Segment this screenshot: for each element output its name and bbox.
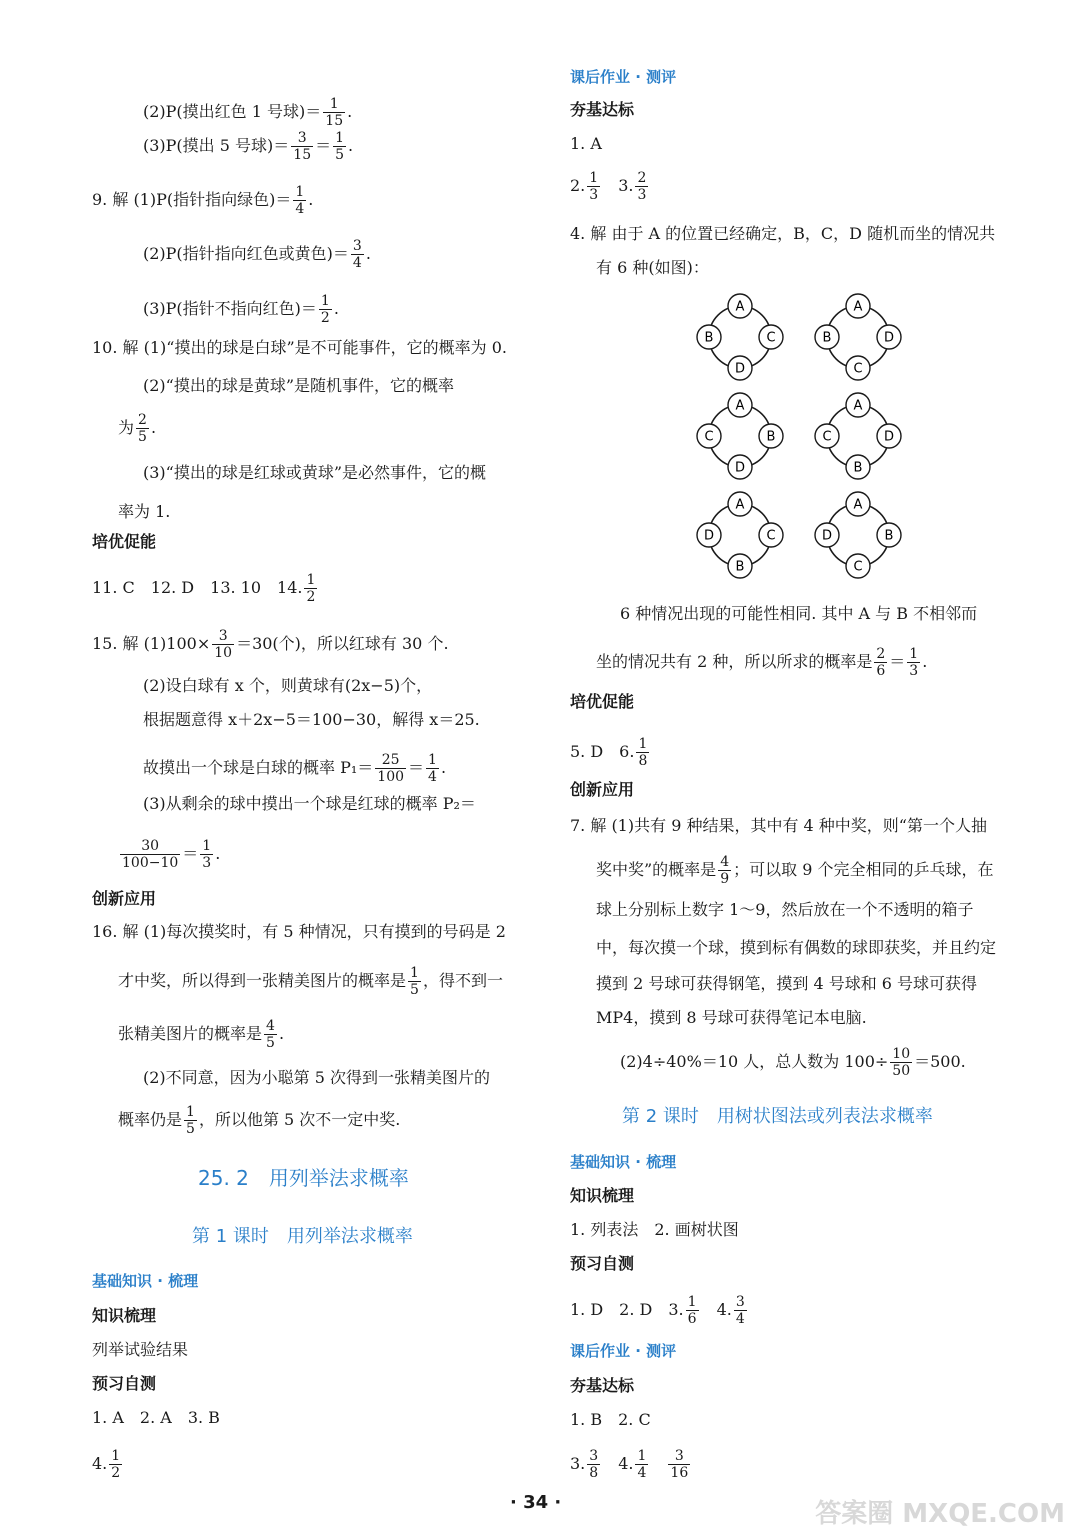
section-heading: 培优促能 bbox=[92, 532, 157, 551]
section-heading: 创新应用 bbox=[570, 780, 635, 799]
fraction: $\frac{4}{5}$ bbox=[266, 1018, 275, 1052]
answer-line: (3)“摸出的球是红球或黄球”是必然事件，它的概 bbox=[143, 463, 487, 482]
section-heading: 夯基达标 bbox=[570, 1376, 635, 1395]
tag-heading: 基础知识 · 梳理 bbox=[570, 1153, 677, 1171]
fraction: $\frac{4}{9}$ bbox=[720, 854, 730, 888]
section-title: 25. 2 用列举法求概率 bbox=[198, 1166, 409, 1190]
seat-label: B bbox=[704, 330, 714, 346]
answer-line: 4. $\frac{1}{2}$ bbox=[92, 1448, 121, 1482]
answer-line: 有 6 种(如图)： bbox=[596, 258, 709, 277]
answer-line: (3)P(指针不指向红色)＝ $\frac{1}{2}$ . bbox=[143, 293, 339, 327]
answer-line: (2)设白球有 x 个，则黄球有(2x−5)个， bbox=[143, 676, 433, 695]
watermark: 答案圈 MXQE.COM bbox=[815, 1499, 1065, 1529]
answer-line: 2. $\frac{1}{3}$ 3. $\frac{2}{3}$ bbox=[570, 170, 647, 204]
answer-line: 才中奖，所以得到一张精美图片的概率是 $\frac{1}{5}$ ，得不到一 bbox=[118, 965, 503, 999]
fraction: $\frac{10}{50}$ bbox=[892, 1046, 911, 1080]
seating-arrangement bbox=[815, 393, 901, 479]
answer-line: 摸到 2 号球可获得钢笔，摸到 4 号球和 6 号球可获得 bbox=[596, 974, 978, 993]
fraction: $\frac{1}{3}$ bbox=[202, 838, 212, 872]
seating-arrangement bbox=[697, 492, 783, 578]
answer-line: 率为 1. bbox=[118, 502, 171, 521]
answer-line: (2)P(摸出红色 1 号球)＝ $\frac{1}{15}$ . bbox=[143, 96, 353, 130]
seat-label: C bbox=[853, 559, 863, 575]
seat-label: D bbox=[734, 460, 746, 476]
seat-label: A bbox=[735, 398, 745, 414]
fraction: $\frac{2}{5}$ bbox=[138, 412, 147, 446]
lesson-title: 第 1 课时 用列举法求概率 bbox=[192, 1226, 413, 1247]
answer-line: 故摸出一个球是白球的概率 P₁＝ $\frac{25}{100}$ ＝ $\frac{1}{4}$ . bbox=[143, 752, 447, 786]
fraction: $\frac{1}{4}$ bbox=[295, 184, 305, 218]
answer-line: 列举试验结果 bbox=[92, 1340, 189, 1359]
fraction: $\frac{1}{5}$ bbox=[186, 1104, 195, 1138]
seat-label: B bbox=[735, 559, 745, 575]
seat-label: D bbox=[821, 528, 833, 544]
answer-line: 15. 解 (1)100× $\frac{3}{10}$ ＝30(个)，所以红球有 30 个. bbox=[92, 628, 449, 662]
fraction: $\frac{1}{5}$ bbox=[410, 965, 419, 999]
answer-line: (3)P(摸出 5 号球)＝ $\frac{3}{15}$ ＝ $\frac{1}{5}$ . bbox=[143, 130, 354, 164]
answer-line: 根据题意得 x＋2x−5＝100−30，解得 x＝25. bbox=[143, 710, 480, 729]
answer-line: 概率仍是 $\frac{1}{5}$ ，所以他第 5 次不一定中奖. bbox=[118, 1104, 401, 1138]
answer-line: (2)4÷40%＝10 人，总人数为 100÷ $\frac{10}{50}$ ＝500. bbox=[620, 1046, 966, 1080]
answer-line: 16. 解 (1)每次摸奖时，有 5 种情况，只有摸到的号码是 2 bbox=[92, 922, 506, 941]
tag-heading: 课后作业 · 测评 bbox=[570, 1342, 677, 1360]
answer-line: 为 $\frac{2}{5}$ . bbox=[118, 412, 157, 446]
fraction: $\frac{1}{15}$ bbox=[325, 96, 344, 130]
fraction: $\frac{1}{2}$ bbox=[111, 1448, 121, 1482]
answer-line: $\frac{30}{100-10}$ ＝ $\frac{1}{3}$ . bbox=[122, 838, 221, 872]
answer-line: 5. D 6. $\frac{1}{8}$ bbox=[570, 736, 648, 770]
answer-line: 1. A 2. A 3. B bbox=[92, 1408, 220, 1427]
answer-line: 1. B 2. C bbox=[570, 1410, 651, 1429]
fraction: $\frac{1}{3}$ bbox=[589, 170, 599, 204]
seat-label: D bbox=[883, 330, 895, 346]
answer-line: 坐的情况共有 2 种，所以所求的概率是 $\frac{2}{6}$ ＝ $\frac{1}{3}$ . bbox=[596, 646, 928, 680]
answer-line: 6 种情况出现的可能性相同. 其中 A 与 B 不相邻而 bbox=[620, 604, 978, 623]
seat-label: C bbox=[766, 528, 776, 544]
fraction: $\frac{3}{4}$ bbox=[352, 238, 362, 272]
seat-label: A bbox=[853, 398, 863, 414]
answer-line: 9. 解 (1)P(指针指向绿色)＝ $\frac{1}{4}$ . bbox=[92, 184, 314, 218]
seating-arrangement bbox=[815, 294, 901, 380]
seat-label: C bbox=[704, 429, 714, 445]
answer-line: 球上分别标上数字 1～9，然后放在一个不透明的箱子 bbox=[596, 900, 974, 919]
answer-line: 中，每次摸一个球，摸到标有偶数的球即获奖，并且约定 bbox=[596, 938, 997, 957]
answer-line: (2)P(指针指向红色或黄色)＝ $\frac{3}{4}$ . bbox=[143, 238, 371, 272]
answer-line: 3. $\frac{3}{8}$ 4. $\frac{1}{4}$ $\frac{3}{16}$ bbox=[570, 1448, 689, 1482]
seating-diagram bbox=[680, 285, 920, 590]
section-heading: 知识梳理 bbox=[92, 1306, 157, 1325]
seat-label: B bbox=[822, 330, 832, 346]
answer-line: 4. 解 由于 A 的位置已经确定，B，C，D 随机而坐的情况共 bbox=[570, 224, 996, 243]
seat-label: C bbox=[853, 361, 863, 377]
fraction: $\frac{30}{100-10}$ bbox=[122, 838, 179, 872]
section-heading: 知识梳理 bbox=[570, 1186, 635, 1205]
answer-line: 7. 解 (1)共有 9 种结果，其中有 4 种中奖，则“第一个人抽 bbox=[570, 816, 987, 835]
seating-arrangement bbox=[697, 294, 783, 380]
section-heading: 预习自测 bbox=[92, 1374, 157, 1393]
seat-label: D bbox=[703, 528, 715, 544]
section-heading: 培优促能 bbox=[570, 692, 635, 711]
lesson-title: 第 2 课时 用树状图法或列表法求概率 bbox=[622, 1106, 933, 1127]
seating-arrangement bbox=[697, 393, 783, 479]
seat-label: B bbox=[853, 460, 863, 476]
section-heading: 夯基达标 bbox=[570, 100, 635, 119]
page-number: · 34 · bbox=[510, 1492, 562, 1513]
answer-line: 1. 列表法 2. 画树状图 bbox=[570, 1220, 739, 1239]
fraction: $\frac{1}{2}$ bbox=[320, 293, 330, 327]
fraction: $\frac{3}{10}$ bbox=[214, 628, 233, 662]
fraction: $\frac{25}{100}$ bbox=[377, 752, 405, 786]
answer-line: 11. C 12. D 13. 10 14. $\frac{1}{2}$ bbox=[92, 572, 316, 606]
answer-line: (2)不同意，因为小聪第 5 次得到一张精美图片的 bbox=[143, 1068, 491, 1087]
section-heading: 预习自测 bbox=[570, 1254, 635, 1273]
fraction: $\frac{2}{3}$ bbox=[637, 170, 647, 204]
seat-label: C bbox=[822, 429, 832, 445]
answer-line: 10. 解 (1)“摸出的球是白球”是不可能事件，它的概率为 0. bbox=[92, 338, 507, 357]
seat-label: D bbox=[734, 361, 746, 377]
seat-label: A bbox=[853, 299, 863, 315]
answer-line: (3)从剩余的球中摸出一个球是红球的概率 P₂＝ bbox=[143, 794, 476, 813]
answer-line: (2)“摸出的球是黄球”是随机事件，它的概率 bbox=[143, 376, 455, 395]
fraction: $\frac{1}{3}$ bbox=[909, 646, 919, 680]
fraction: $\frac{3}{16}$ bbox=[670, 1448, 689, 1482]
fraction: $\frac{3}{8}$ bbox=[589, 1448, 599, 1482]
fraction: $\frac{1}{2}$ bbox=[306, 572, 316, 606]
seat-label: C bbox=[766, 330, 776, 346]
answer-line: 奖中奖”的概率是 $\frac{4}{9}$ ；可以取 9 个完全相同的乒乓球，在 bbox=[596, 854, 994, 888]
fraction: $\frac{1}{6}$ bbox=[687, 1294, 697, 1328]
seat-label: B bbox=[884, 528, 894, 544]
section-heading: 创新应用 bbox=[92, 889, 157, 908]
fraction: $\frac{1}{8}$ bbox=[638, 736, 648, 770]
fraction: $\frac{1}{4}$ bbox=[637, 1448, 647, 1482]
fraction: $\frac{2}{6}$ bbox=[876, 646, 886, 680]
seat-label: A bbox=[853, 497, 863, 513]
answer-line: 张精美图片的概率是 $\frac{4}{5}$ . bbox=[118, 1018, 285, 1052]
answer-line: MP4，摸到 8 号球可获得笔记本电脑. bbox=[596, 1008, 867, 1027]
tag-heading: 课后作业 · 测评 bbox=[570, 68, 677, 86]
answer-line: 1. A bbox=[570, 134, 602, 153]
seat-label: A bbox=[735, 299, 745, 315]
fraction: $\frac{1}{5}$ bbox=[335, 130, 345, 164]
seating-arrangement bbox=[815, 492, 901, 578]
answer-line: 1. D 2. D 3. $\frac{1}{6}$ 4. $\frac{3}{4}$ bbox=[570, 1294, 745, 1328]
fraction: $\frac{3}{4}$ bbox=[735, 1294, 745, 1328]
seat-label: A bbox=[735, 497, 745, 513]
fraction: $\frac{3}{15}$ bbox=[293, 130, 312, 164]
seat-label: B bbox=[766, 429, 776, 445]
fraction: $\frac{1}{4}$ bbox=[428, 752, 437, 786]
seat-label: D bbox=[883, 429, 895, 445]
tag-heading: 基础知识 · 梳理 bbox=[92, 1272, 199, 1290]
